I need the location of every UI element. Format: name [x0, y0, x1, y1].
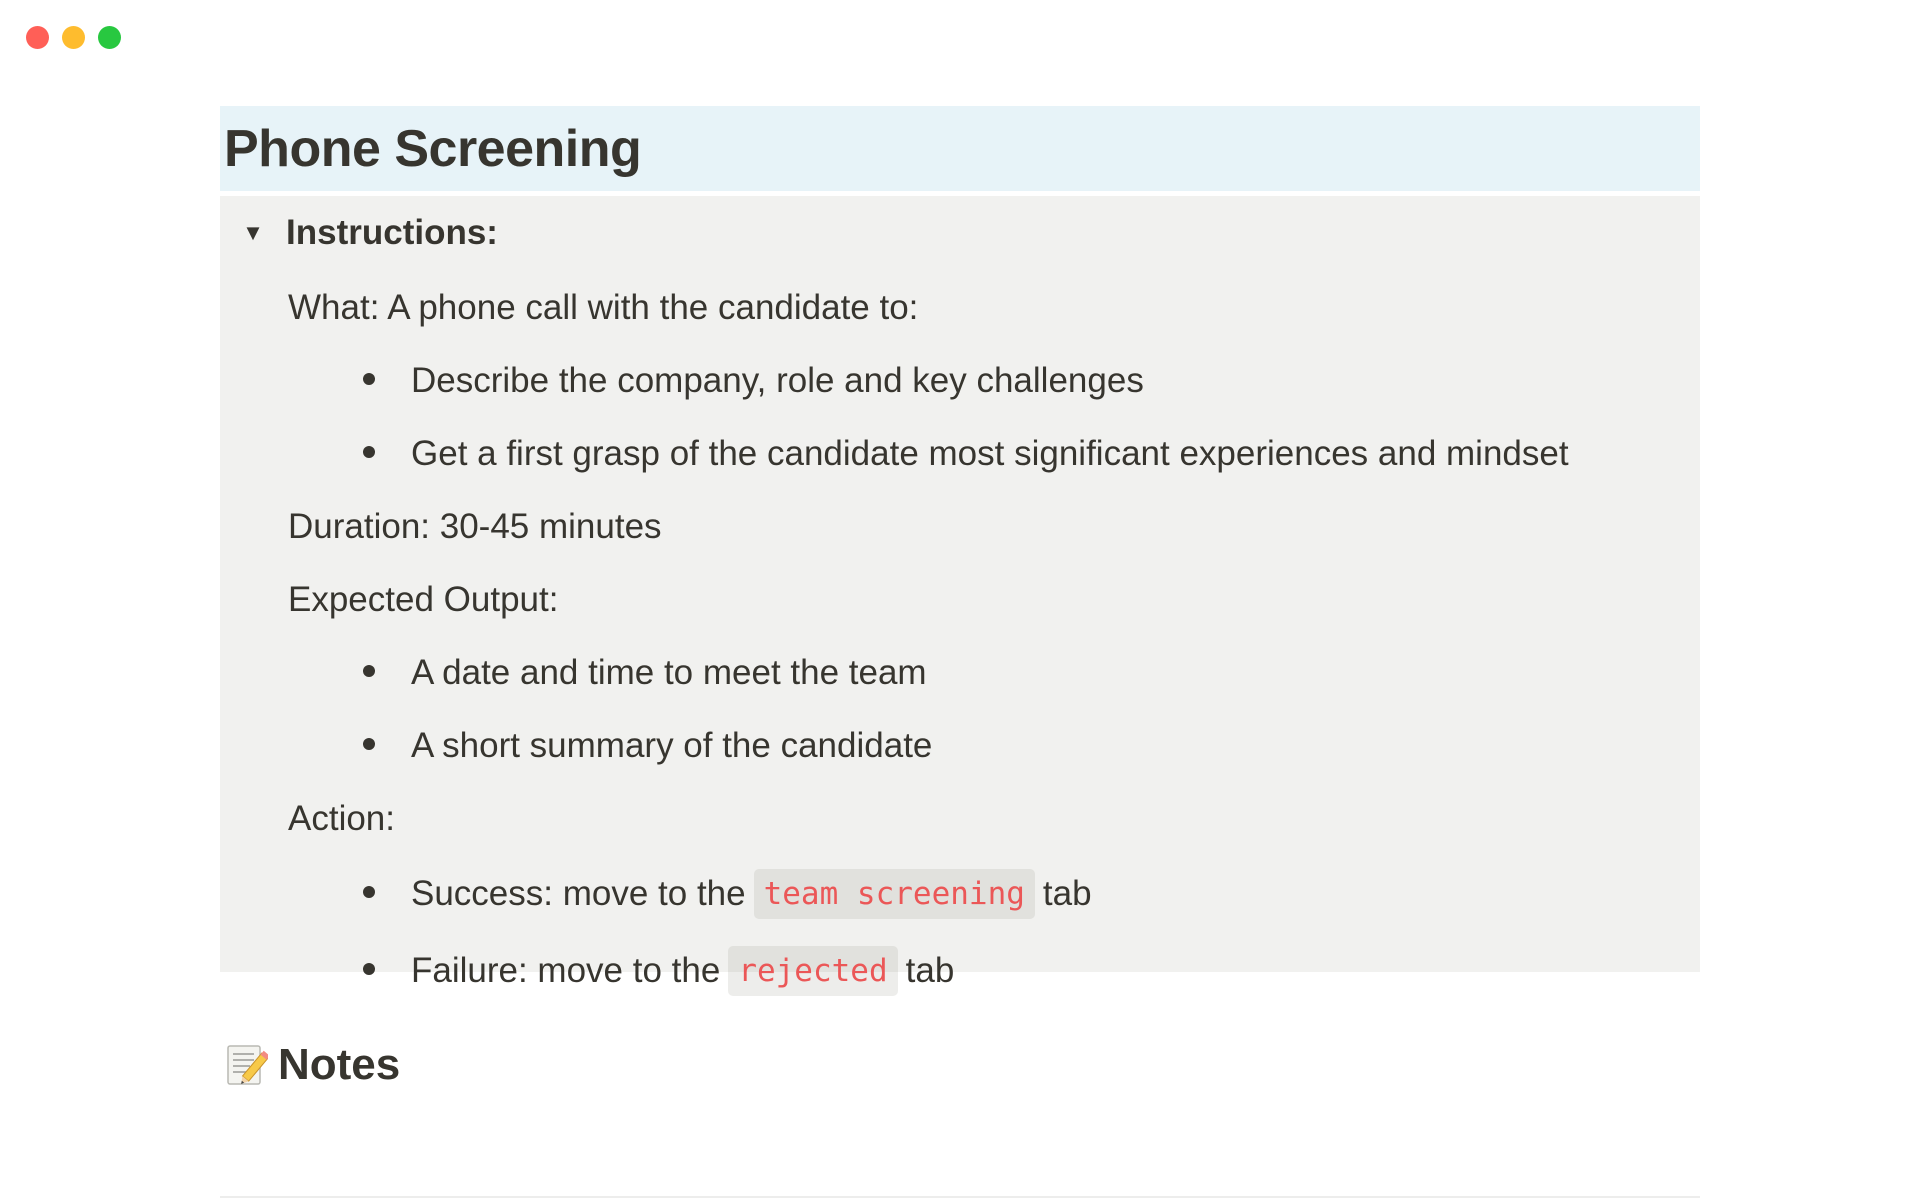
memo-icon — [226, 1043, 268, 1087]
list-item-prefix: Failure: move to the — [411, 951, 721, 990]
list-item[interactable] — [220, 723, 1700, 769]
list-item-prefix: Success: move to the — [411, 874, 746, 913]
bullet-icon — [363, 446, 375, 458]
triangle-down-icon[interactable]: ▼ — [242, 220, 264, 245]
list-item-suffix: tab — [1042, 874, 1092, 913]
list-item-text: Get a first grasp of the candidate most significant experiences and mindset — [411, 434, 1569, 473]
what-list — [220, 358, 1700, 477]
list-item-text: A short summary of the candidate — [411, 726, 933, 765]
expected-output-line[interactable]: Expected Output: — [288, 580, 559, 619]
notes-title[interactable]: Notes — [278, 1040, 401, 1089]
minimize-window-button[interactable] — [62, 26, 85, 49]
what-line[interactable]: What: A phone call with the candidate to: — [288, 288, 919, 327]
list-item[interactable] — [220, 946, 1700, 996]
title-block[interactable] — [220, 106, 1700, 191]
inline-code-team-screening: team screening — [754, 869, 1035, 919]
notes-heading[interactable] — [226, 1040, 400, 1090]
output-list — [220, 650, 1700, 769]
list-item-text: A date and time to meet the team — [411, 653, 927, 692]
action-list — [220, 869, 1700, 996]
window-controls — [26, 26, 121, 49]
list-item[interactable] — [220, 650, 1700, 696]
toggle-title[interactable]: Instructions: — [286, 213, 498, 252]
bullet-icon — [363, 963, 375, 975]
close-window-button[interactable] — [26, 26, 49, 49]
bullet-icon — [363, 665, 375, 677]
toggle-header[interactable] — [220, 208, 1700, 258]
inline-code-rejected: rejected — [728, 946, 897, 996]
page-content — [220, 106, 1700, 990]
bullet-icon — [363, 886, 375, 898]
list-item-suffix: tab — [905, 951, 955, 990]
bullet-icon — [363, 373, 375, 385]
list-item[interactable] — [220, 431, 1700, 477]
action-line[interactable]: Action: — [288, 799, 395, 838]
bullet-icon — [363, 738, 375, 750]
list-item-text: Describe the company, role and key challenges — [411, 361, 1144, 400]
instructions-toggle-block[interactable] — [220, 196, 1700, 990]
list-item[interactable] — [220, 358, 1700, 404]
duration-line[interactable]: Duration: 30-45 minutes — [288, 507, 662, 546]
page-title[interactable]: Phone Screening — [224, 119, 642, 178]
maximize-window-button[interactable] — [98, 26, 121, 49]
divider — [220, 1196, 1700, 1198]
list-item[interactable] — [220, 869, 1700, 919]
